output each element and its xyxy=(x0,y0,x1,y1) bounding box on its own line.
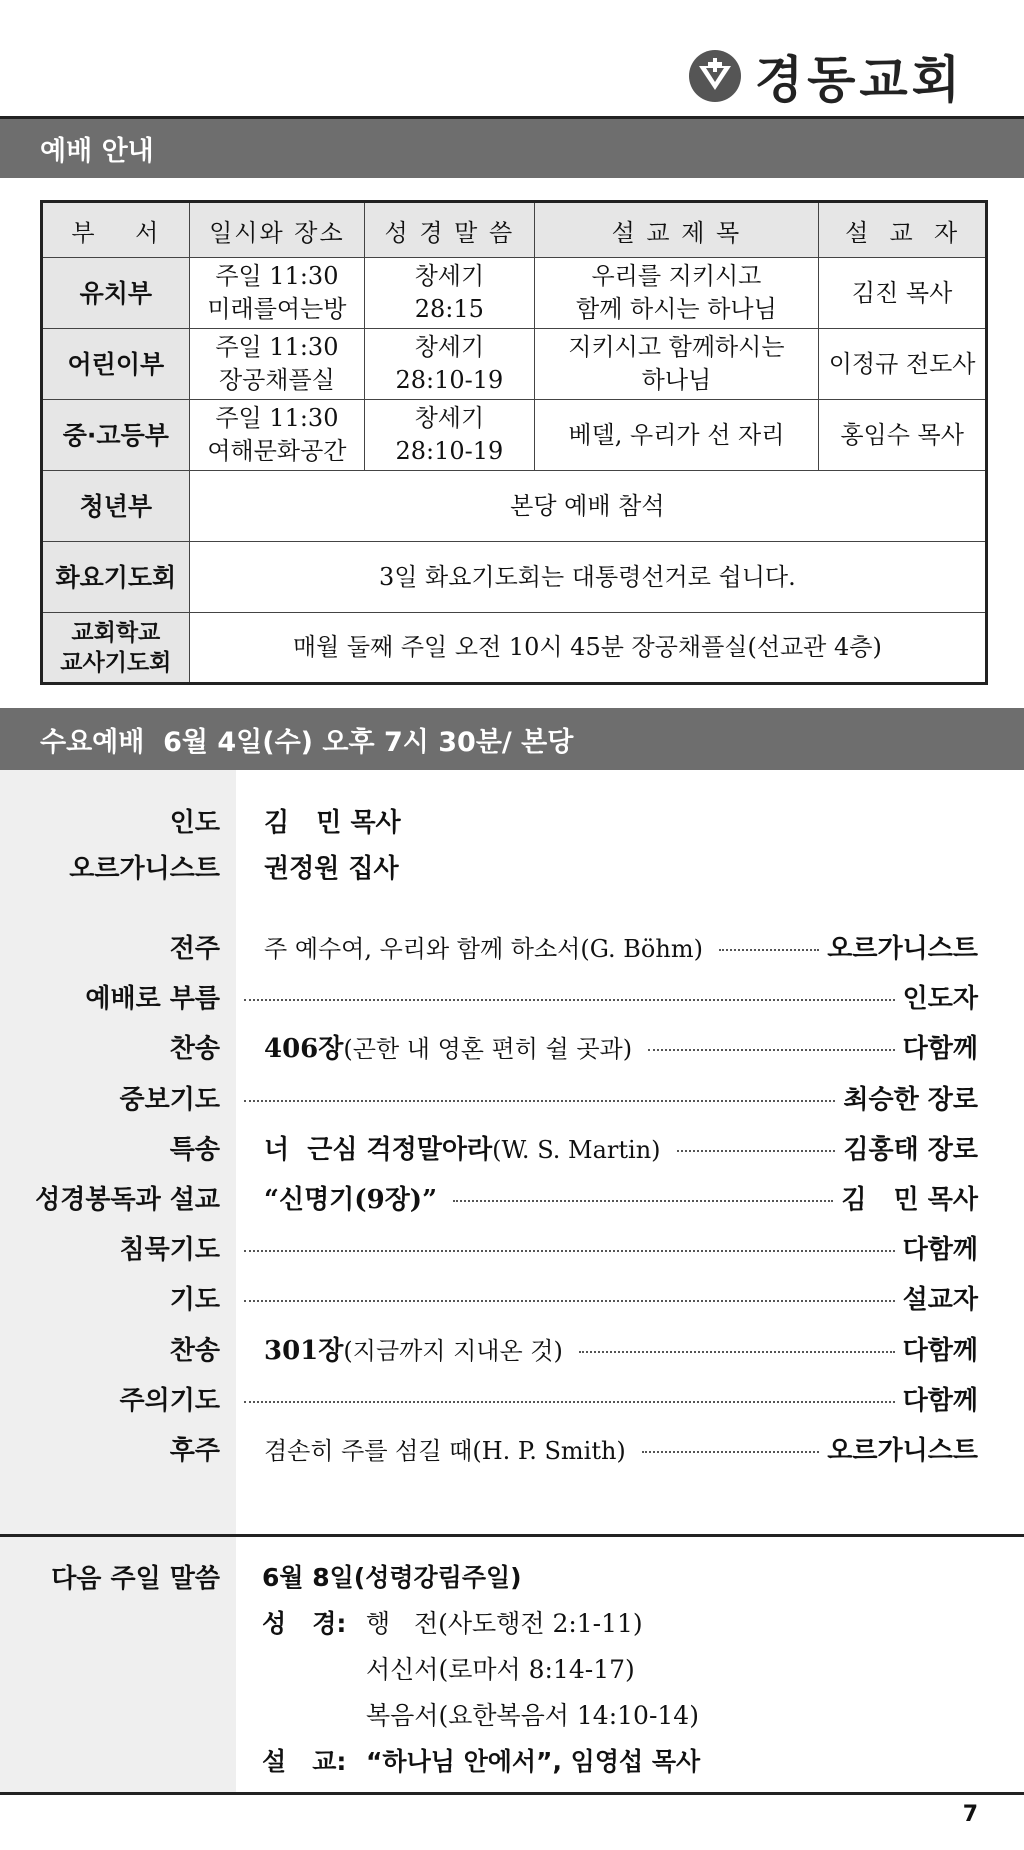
program-label: 성경봉독과 설교 xyxy=(35,1184,220,1215)
col-preacher: 설 교 자 xyxy=(819,202,987,258)
program-participant: 다함께 xyxy=(902,1335,978,1366)
program-row xyxy=(0,1127,1024,1167)
time-text: 주일 11:30 xyxy=(215,404,339,432)
church-emblem-icon xyxy=(689,50,741,102)
dotted-leader xyxy=(642,1451,820,1453)
organist-row xyxy=(0,846,1024,886)
table-row xyxy=(42,400,987,471)
next-sermon: “하나님 안에서”, 임영섭 목사 xyxy=(366,1747,701,1776)
program-body xyxy=(236,1277,978,1317)
col-time-place: 일시와 장소 xyxy=(189,202,364,258)
dept-line-1: 교회학교 xyxy=(71,619,161,646)
col-dept: 부 서 xyxy=(42,202,190,258)
program-bold-title: 301장 xyxy=(264,1335,344,1366)
dept-line-2: 교사기도회 xyxy=(60,649,172,676)
place-text: 미래를여는방 xyxy=(207,295,347,323)
title-line-2: 하나님 xyxy=(641,366,712,394)
verse-text: 28:10-19 xyxy=(395,366,504,394)
dotted-leader xyxy=(244,1100,835,1102)
organist-name: 권정원 집사 xyxy=(264,853,399,884)
table-row xyxy=(42,613,987,684)
teachers-note: 매월 둘째 주일 오전 10시 45분 장공채플실(선교관 4층) xyxy=(189,613,986,684)
program-body xyxy=(236,976,978,1016)
title-line-1: 우리를 지키시고 xyxy=(591,262,762,290)
program-label: 기도 xyxy=(169,1284,220,1315)
table-row xyxy=(42,542,987,613)
preacher-cell: 김진 목사 xyxy=(819,258,987,329)
program-row xyxy=(0,1378,1024,1418)
program-body xyxy=(236,1077,978,1117)
dotted-leader xyxy=(453,1200,833,1202)
program-label: 후주 xyxy=(169,1435,220,1466)
program-label: 예배로 부름 xyxy=(85,983,220,1014)
program-row xyxy=(0,1328,1024,1368)
program-body xyxy=(236,926,978,966)
dotted-leader xyxy=(244,1300,895,1302)
program-content xyxy=(264,1179,445,1216)
program-content xyxy=(264,1431,634,1466)
time-place-cell xyxy=(189,258,364,329)
place-text: 장공채플실 xyxy=(218,366,335,394)
program-participant: 인도자 xyxy=(902,983,978,1014)
col-sermon-title: 설 교 제 목 xyxy=(534,202,819,258)
sermon-label: 설 교: xyxy=(262,1747,347,1776)
program-row xyxy=(0,926,1024,966)
book-text: 창세기 xyxy=(414,404,485,432)
dotted-leader xyxy=(244,1401,895,1403)
reading-john: 복음서(요한복음서 14:10-14) xyxy=(366,1701,699,1730)
program-participant: 설교자 xyxy=(902,1284,978,1315)
program-label: 찬송 xyxy=(169,1335,220,1366)
program-content xyxy=(264,929,711,964)
dept-cell: 유치부 xyxy=(42,258,190,329)
sermon-title-cell xyxy=(534,258,819,329)
table-row xyxy=(42,258,987,329)
page-number: 7 xyxy=(962,1802,978,1827)
program-row xyxy=(0,1277,1024,1317)
preacher-cell: 홍임수 목사 xyxy=(819,400,987,471)
dotted-leader xyxy=(244,999,895,1001)
wednesday-service-title: 수요예배 6월 4일(수) 오후 7시 30분/ 본당 xyxy=(40,726,574,758)
program-label: 전주 xyxy=(169,933,220,964)
dotted-leader xyxy=(579,1351,895,1353)
divider xyxy=(0,1792,1024,1795)
worship-schedule-table xyxy=(40,200,988,685)
worship-guide-title: 예배 안내 xyxy=(40,136,154,167)
program-row xyxy=(0,1227,1024,1267)
title-line-1: 지키시고 함께하시는 xyxy=(568,333,785,361)
program-row xyxy=(0,1428,1024,1468)
program-body xyxy=(236,1328,978,1368)
program-participant: 오르가니스트 xyxy=(827,933,978,964)
program-label: 중보기도 xyxy=(119,1084,220,1115)
program-detail: (지금까지 지내온 것) xyxy=(343,1336,563,1365)
scripture-cell xyxy=(365,329,535,400)
program-body xyxy=(236,1227,978,1267)
program-row xyxy=(0,976,1024,1016)
program-row xyxy=(0,1077,1024,1117)
program-content xyxy=(264,1129,669,1166)
wednesday-service-header xyxy=(0,708,1024,770)
leader-label: 인도 xyxy=(169,807,220,838)
program-bold-title: “신명기(9장)” xyxy=(264,1184,438,1215)
program-detail: (곤한 내 영혼 편히 쉴 곳과) xyxy=(343,1034,633,1063)
dept-cell: 중·고등부 xyxy=(42,400,190,471)
dept-cell: 청년부 xyxy=(42,471,190,542)
program-body xyxy=(236,1177,978,1217)
next-week-date: 6월 8일(성령강림주일) xyxy=(262,1563,522,1592)
time-text: 주일 11:30 xyxy=(215,333,339,361)
leader-name: 김 민 목사 xyxy=(264,807,401,838)
reading-acts: 행 전(사도행전 2:1-11) xyxy=(366,1609,643,1638)
program-body xyxy=(236,1378,978,1418)
program-participant: 최승한 장로 xyxy=(843,1084,978,1115)
verse-text: 28:15 xyxy=(414,295,484,323)
dotted-leader xyxy=(719,949,819,951)
program-bold-title: 406장 xyxy=(264,1033,344,1064)
program-participant: 김홍태 장로 xyxy=(843,1134,978,1165)
place-text: 여해문화공간 xyxy=(207,437,347,465)
dept-cell: 화요기도회 xyxy=(42,542,190,613)
dotted-leader xyxy=(677,1150,836,1152)
title-line-2: 함께 하시는 하나님 xyxy=(576,295,777,323)
program-label: 특송 xyxy=(169,1134,220,1165)
program-participant: 다함께 xyxy=(902,1234,978,1265)
church-logo xyxy=(689,40,964,112)
col-scripture: 성 경 말 씀 xyxy=(365,202,535,258)
dotted-leader xyxy=(244,1250,895,1252)
table-row xyxy=(42,329,987,400)
dotted-leader xyxy=(648,1049,895,1051)
scripture-cell xyxy=(365,258,535,329)
program-row xyxy=(0,1026,1024,1066)
time-text: 주일 11:30 xyxy=(215,262,339,290)
youth-note: 본당 예배 참석 xyxy=(189,471,986,542)
program-participant: 김 민 목사 xyxy=(841,1184,978,1215)
program-label: 주의기도 xyxy=(119,1385,220,1416)
program-participant: 오르가니스트 xyxy=(827,1435,978,1466)
table-header-row xyxy=(42,202,987,258)
program-row xyxy=(0,1177,1024,1217)
verse-text: 28:10-19 xyxy=(395,437,504,465)
sermon-title-cell xyxy=(534,400,819,471)
worship-guide-header xyxy=(0,116,1024,178)
book-text: 창세기 xyxy=(414,262,485,290)
program-body xyxy=(236,1127,978,1167)
program-label: 침묵기도 xyxy=(119,1234,220,1265)
dept-cell xyxy=(42,613,190,684)
title-line-1: 베델, 우리가 선 자리 xyxy=(568,420,785,449)
program-participant: 다함께 xyxy=(902,1385,978,1416)
time-place-cell xyxy=(189,400,364,471)
time-place-cell xyxy=(189,329,364,400)
sermon-title-cell xyxy=(534,329,819,400)
program-body xyxy=(236,1428,978,1468)
program-body xyxy=(236,1026,978,1066)
program-detail: 주 예수여, 우리와 함께 하소서(G. Böhm) xyxy=(264,934,703,963)
program-label: 찬송 xyxy=(169,1033,220,1064)
program-content xyxy=(264,1028,640,1065)
program-participant: 다함께 xyxy=(902,1033,978,1064)
church-name: 경동교회 xyxy=(754,51,964,109)
leader-row xyxy=(0,800,1024,840)
scripture-cell xyxy=(365,400,535,471)
program-detail: 겸손히 주를 섬길 때(H. P. Smith) xyxy=(264,1436,626,1465)
program-bold-title: 너 근심 걱정말아라 xyxy=(264,1134,493,1165)
program-detail: (W. S. Martin) xyxy=(492,1135,661,1164)
table-row xyxy=(42,471,987,542)
organist-label: 오르가니스트 xyxy=(69,853,220,884)
book-text: 창세기 xyxy=(414,333,485,361)
next-week-label: 다음 주일 말씀 xyxy=(51,1564,220,1594)
reading-romans: 서신서(로마서 8:14-17) xyxy=(366,1655,635,1684)
tuesday-note: 3일 화요기도회는 대통령선거로 쉽니다. xyxy=(189,542,986,613)
program-content xyxy=(264,1330,571,1367)
preacher-cell: 이정규 전도사 xyxy=(819,329,987,400)
dept-cell: 어린이부 xyxy=(42,329,190,400)
scripture-label: 성 경: xyxy=(262,1609,347,1638)
